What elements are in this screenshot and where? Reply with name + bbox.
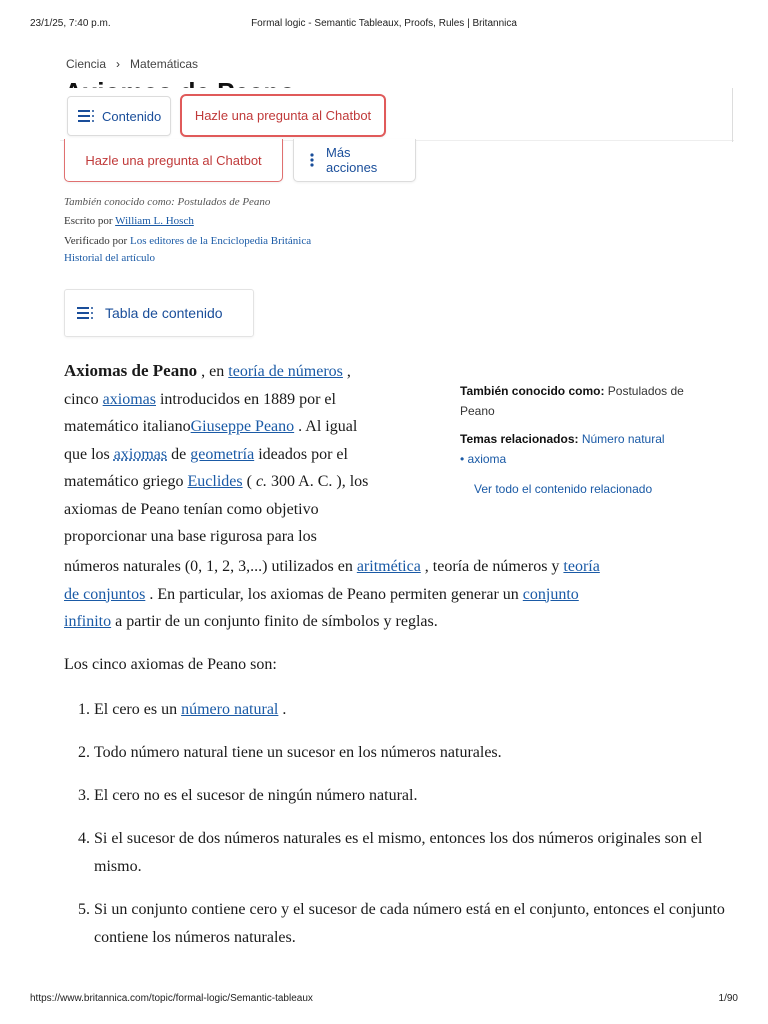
sidebar-topics bbox=[460, 429, 700, 469]
verified-by-prefix: Verificado por bbox=[64, 235, 128, 247]
intro-text: a partir de un conjunto finito de símbolos y reglas. bbox=[111, 613, 438, 630]
contents-label: Contenido bbox=[102, 108, 162, 124]
axioms-list bbox=[64, 696, 744, 967]
axioms-intro: Los cinco axiomas de Peano son: bbox=[64, 656, 277, 673]
axiom-text: . bbox=[278, 701, 287, 718]
list-item: 2. Todo número natural tiene un sucesor en los números naturales. bbox=[94, 739, 744, 767]
list-item: 5. Si un conjunto contiene cero y el sucesor de cada número está en el conjunto, entonces el conjunto contiene los números naturales. bbox=[94, 896, 744, 952]
verified-by bbox=[64, 235, 311, 247]
intro-text: , bbox=[342, 363, 351, 380]
written-by bbox=[64, 215, 194, 227]
print-datetime: 23/1/25, 7:40 p.m. bbox=[30, 18, 111, 29]
table-of-contents-label: Tabla de contenido bbox=[105, 305, 223, 321]
intro-text: cinco bbox=[64, 390, 103, 408]
intro-text: , teoría de números y bbox=[420, 558, 564, 575]
breadcrumb bbox=[66, 57, 198, 71]
article-history-link[interactable]: Historial del artículo bbox=[64, 252, 156, 264]
intro-text: c. bbox=[255, 473, 268, 490]
bullet: • bbox=[460, 452, 465, 466]
print-url: https://www.britannica.com/topic/formal-logic/Semantic-tableaux bbox=[30, 993, 313, 1004]
also-known-as-text: También conocido como: Postulados de Peano bbox=[64, 196, 271, 208]
see-all-related-link[interactable]: Ver todo el contenido relacionado bbox=[474, 482, 653, 496]
breadcrumb-item-matematicas[interactable]: Matemáticas bbox=[130, 57, 199, 71]
link-numero-natural[interactable]: número natural bbox=[181, 701, 279, 718]
chatbot-label-secondary: Hazle una pregunta al Chatbot bbox=[85, 152, 262, 168]
related-info-sidebar bbox=[460, 381, 700, 499]
intro-paragraph bbox=[64, 357, 444, 551]
kebab-menu-icon bbox=[310, 153, 314, 167]
intro-text: . En particular, los axiomas de Peano permiten generar un bbox=[145, 585, 523, 603]
link-conjunto-infinito[interactable]: infinito bbox=[64, 613, 112, 630]
sidebar-aka-value: Postulados de Peano bbox=[460, 384, 684, 418]
intro-text: números naturales (0, 1, 2, 3,...) utilizados en bbox=[64, 558, 357, 575]
breadcrumb-item-ciencia[interactable]: Ciencia bbox=[66, 57, 107, 71]
intro-text: matemático griego bbox=[64, 473, 188, 490]
more-actions-label: Más acciones bbox=[326, 145, 378, 175]
link-axiomas-2[interactable]: axiomas bbox=[113, 445, 168, 463]
intro-text: introducidos en 1889 por el bbox=[155, 390, 336, 408]
link-teoria-de-numeros[interactable]: teoría de números bbox=[228, 363, 343, 380]
article-history bbox=[64, 252, 155, 264]
intro-bold: Axiomas de Peano bbox=[64, 361, 198, 380]
topic-link-numero-natural[interactable]: Número natural bbox=[578, 432, 665, 446]
intro-text: ( bbox=[242, 473, 256, 490]
link-teoria-de-conjuntos[interactable]: teoría bbox=[563, 558, 600, 575]
sidebar-aka bbox=[460, 381, 700, 421]
link-geometria[interactable]: geometría bbox=[190, 445, 255, 463]
contents-button[interactable] bbox=[67, 96, 171, 136]
breadcrumb-separator: › bbox=[116, 57, 121, 71]
chatbot-button-secondary[interactable] bbox=[64, 139, 283, 182]
axiom-text: El cero es un bbox=[94, 701, 182, 718]
intro-text: axiomas de Peano tenían como objetivo bbox=[64, 500, 319, 518]
topic-link-axioma[interactable]: axioma bbox=[464, 452, 507, 466]
table-of-contents-button[interactable] bbox=[64, 289, 254, 337]
verifier-link[interactable]: Los editores de la Enciclopedia Británica bbox=[129, 235, 312, 247]
intro-text: , en bbox=[197, 363, 229, 380]
intro-text: . Al igual bbox=[294, 418, 358, 435]
list-item bbox=[94, 696, 744, 724]
list-item: 4. Si el sucesor de dos números naturales es el mismo, entonces los dos números originales son el mismo. bbox=[94, 825, 744, 881]
list-icon bbox=[77, 307, 95, 319]
see-all-related bbox=[460, 479, 700, 499]
link-aritmetica[interactable]: aritmética bbox=[356, 558, 421, 575]
chatbot-button[interactable] bbox=[180, 94, 386, 137]
link-axiomas[interactable]: axiomas bbox=[102, 390, 156, 408]
more-actions-button[interactable] bbox=[293, 139, 416, 182]
list-icon bbox=[78, 110, 96, 122]
intro-text: proporcionar una base rigurosa para los bbox=[64, 528, 317, 545]
print-page-number: 1/90 bbox=[718, 993, 738, 1004]
link-teoria-de-conjuntos[interactable]: de conjuntos bbox=[64, 585, 146, 603]
intro-text: matemático italiano bbox=[64, 418, 191, 435]
written-by-prefix: Escrito por bbox=[64, 215, 113, 227]
toolbar-divider bbox=[732, 88, 733, 142]
intro-text: que los bbox=[64, 445, 114, 463]
intro-paragraph-continued bbox=[64, 553, 704, 636]
link-giuseppe-peano[interactable]: Giuseppe Peano bbox=[190, 418, 295, 435]
link-conjunto-infinito[interactable]: conjunto bbox=[522, 585, 579, 603]
print-page-title: Formal logic - Semantic Tableaux, Proofs, Rules | Britannica bbox=[251, 18, 517, 29]
list-item: 3. El cero no es el sucesor de ningún número natural. bbox=[94, 782, 744, 810]
intro-text: 300 A. C. ), los bbox=[267, 473, 369, 490]
also-known-as bbox=[64, 196, 270, 208]
sidebar-topics-label: Temas relacionados: bbox=[460, 432, 579, 446]
intro-text: de bbox=[167, 445, 191, 463]
author-link[interactable]: William L. Hosch bbox=[115, 215, 194, 227]
sidebar-aka-label: También conocido como: bbox=[460, 384, 605, 398]
link-euclides[interactable]: Euclides bbox=[187, 473, 243, 490]
chatbot-label: Hazle una pregunta al Chatbot bbox=[194, 108, 372, 123]
intro-text: ideados por el bbox=[254, 445, 348, 463]
